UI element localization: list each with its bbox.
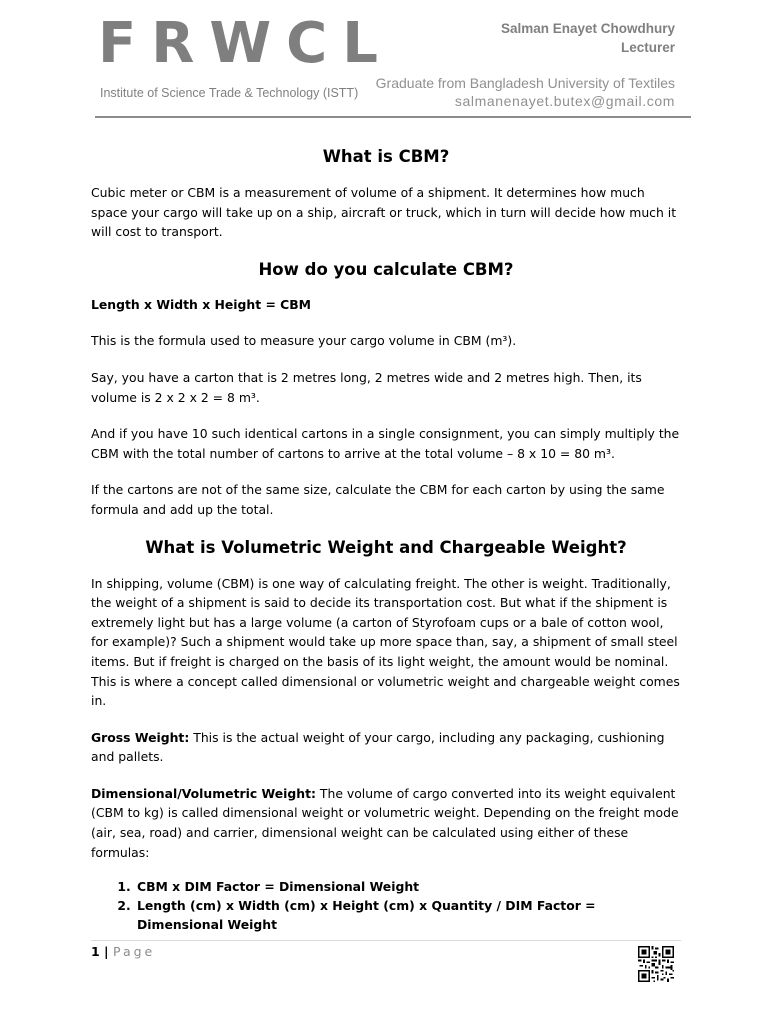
paragraph-different-sizes: If the cartons are not of the same size, calculate the CBM for each carton by using the same formula and add up the total. [91,482,665,517]
paragraph-dimensional-weight [91,784,681,862]
paragraph-carton-example: Say, you have a carton that is 2 metres long, 2 metres wide and 2 metres high. Then, its volume is 2 x 2 x 2 = 8 m³. [91,369,642,405]
dimensional-weight-label: Dimensional/Volumetric Weight: [91,785,316,801]
graduate-line: Graduate from Bangladesh University of Textiles [375,75,675,91]
page-footer [91,944,155,959]
author-block [501,19,675,57]
institute-name: Institute of Science Trade & Technology (ISTT) [100,86,359,100]
formula-list [91,877,681,934]
paragraph-identical-cartons: And if you have 10 such identical cartons in a single consignment, you can simply multiply the CBM with the total number of cartons to arrive at the total volume – 8 x 10 = 80 m³. [91,426,680,461]
email-link[interactable]: salmanenayet.butex@gmail.com [454,93,675,109]
dimensional-weight-text: The volume of cargo converted into its weight equivalent (CBM to kg) is called dimensional weight or volumetric weight. Depending on the freight mode (air, sea, road) and carrier, dimensional weight can be calculated using either of these formulas: [91,785,679,860]
footer-divider [91,940,681,941]
paragraph-cbm-definition: Cubic meter or CBM is a measurement of volume of a shipment. It determines how much space your cargo will take up on a ship, aircraft or truck, which in turn will decide how much it will cost to transport. [91,185,677,240]
paragraph-gross-weight [91,728,681,767]
section-title-volumetric: What is Volumetric Weight and Chargeable Weight? [145,537,627,557]
paragraph-formula-use: This is the formula used to measure your cargo volume in CBM (m³). [91,333,517,349]
cbm-formula: Length x Width x Height = CBM [91,296,312,312]
section-title-cbm: What is CBM? [322,147,450,166]
header-divider [95,116,691,118]
gross-weight-text: This is the actual weight of your cargo, including any packaging, cushioning and pallets. [91,729,665,765]
author-name: Salman Enayet Chowdhury [500,21,675,36]
gross-weight-label: Gross Weight: [91,729,190,745]
list-item: 1. CBM x DIM Factor = Dimensional Weight [135,877,681,896]
list-item: 2. Length (cm) x Width (cm) x Height (cm) x Quantity / DIM Factor = Dimensional Weight [135,896,681,934]
page-word: Page [112,944,156,959]
page-separator: | [99,944,113,959]
section-title-calculate: How do you calculate CBM? [258,259,514,279]
paragraph-volumetric-intro: In shipping, volume (CBM) is one way of calculating freight. The other is weight. Traditionally, the weight of a shipment is said to decide its transportation cost. But what if the shipment is extremely light but has a large volume (a carton of Styrofoam cups or a bale of cotton wool, for example)? Such a shipment would take up more space than, say, a shipment of small steel items. But if freight is charged on the basis of its light weight, the amount would be nominal. This is where a concept called dimensional or volumetric weight and chargeable weight comes in. [91,575,680,709]
author-role: Lecturer [620,40,675,55]
qr-code-icon [638,946,674,982]
document-body [91,145,681,934]
logo: FRWCL [98,11,393,76]
author-details [376,74,675,110]
page-number: 1 [91,944,100,959]
